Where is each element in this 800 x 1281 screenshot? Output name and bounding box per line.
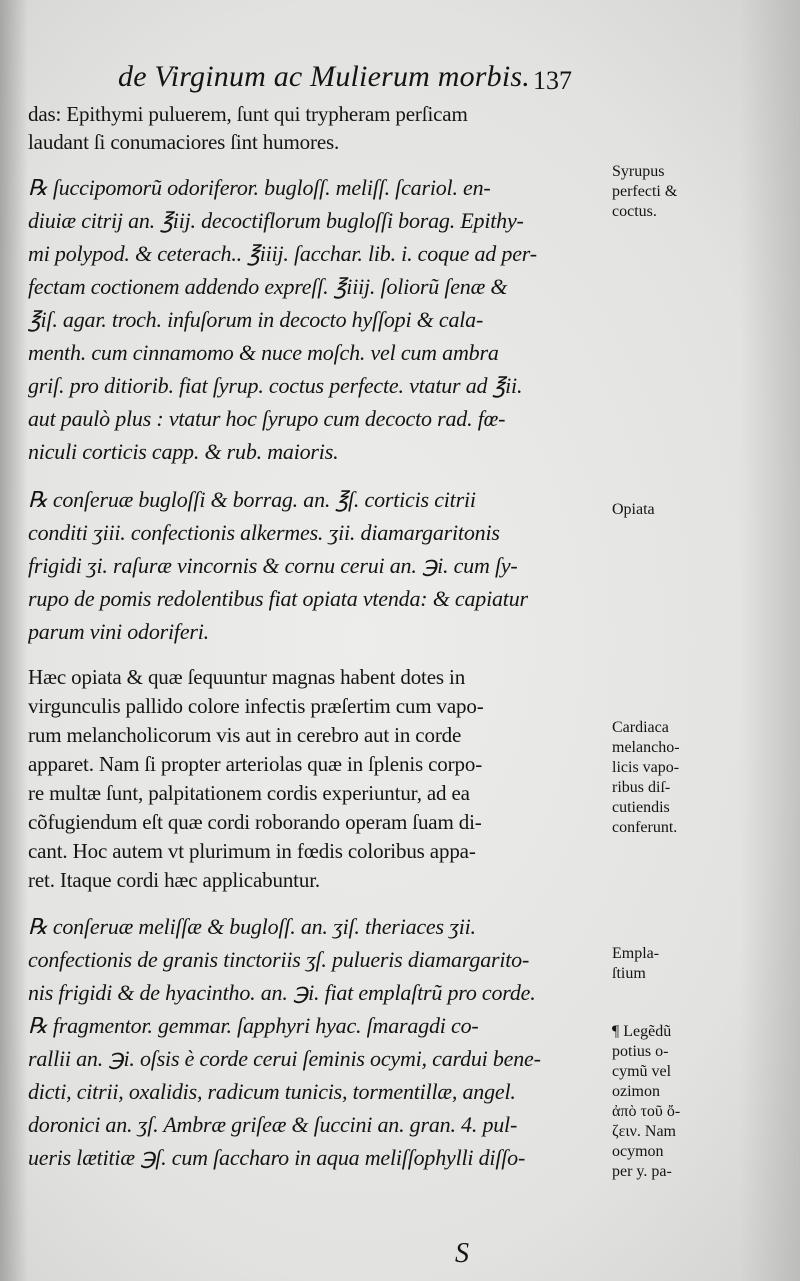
text-line: confectionis de granis tinctoriis ʒſ. pulueris diamargarito- bbox=[28, 947, 530, 972]
text-line: doronici an. ʒſ. Ambræ griſeæ & ſuccini an. gran. 4. pul- bbox=[28, 1112, 518, 1137]
margin-note-line: ribus diſ- bbox=[612, 779, 671, 796]
running-head: de Virginum ac Mulierum morbis. bbox=[118, 60, 530, 93]
paragraph bbox=[28, 483, 606, 648]
text-line: frigidi ʒi. raſuræ vincornis & cornu cerui an. ℈i. cum ſy- bbox=[28, 553, 518, 578]
margin-note-line: coctus. bbox=[612, 203, 657, 220]
text-line: ℥iſ. agar. troch. infuſorum in decocto hyſſopi & cala- bbox=[28, 307, 484, 332]
page-header bbox=[0, 60, 800, 100]
text-line: rum melancholicorum vis aut in cerebro aut in corde bbox=[28, 723, 462, 747]
text-line: ret. Itaque cordi hæc applicabuntur. bbox=[28, 868, 320, 892]
text-line: fectam coctionem addendo expreſſ. ℥iiij. ſoliorũ ſenæ & bbox=[28, 274, 508, 299]
margin-note-line: cymũ vel bbox=[612, 1063, 672, 1080]
text-line: laudant ſi conumaciores ſint humores. bbox=[28, 130, 340, 154]
text-line: apparet. Nam ſi propter arteriolas quæ in ſplenis corpo- bbox=[28, 752, 483, 776]
text-line: das: Epithymi puluerem, ſunt qui trypheram perſicam bbox=[28, 102, 468, 126]
text-line: cõfugiendum eſt quæ cordi roborando operam ſuam di- bbox=[28, 810, 482, 834]
page-number: 137 bbox=[533, 66, 572, 95]
text-line: ℞ conſeruæ meliſſæ & bugloſſ. an. ʒiſ. theriaces ʒii. bbox=[28, 914, 476, 939]
paragraph bbox=[28, 171, 606, 468]
text-line: Hæc opiata & quæ ſequuntur magnas habent dotes in bbox=[28, 665, 466, 689]
margin-note-line: perfecti & bbox=[612, 183, 678, 200]
margin-note-line: ocymon bbox=[612, 1143, 664, 1160]
paragraph bbox=[28, 910, 606, 1174]
margin-note bbox=[612, 1022, 704, 1182]
paragraph bbox=[28, 663, 606, 895]
margin-note-line: cutiendis bbox=[612, 799, 670, 816]
margin-note bbox=[612, 162, 704, 222]
margin-note-line: potius o- bbox=[612, 1043, 669, 1060]
text-line: griſ. pro ditiorib. fiat ſyrup. coctus perfecte. vtatur ad ℥ii. bbox=[28, 373, 523, 398]
margin-note bbox=[612, 500, 704, 520]
text-line: parum vini odoriferi. bbox=[28, 619, 209, 644]
margin-note-line: ſtium bbox=[612, 965, 646, 982]
text-line: nis frigidi & de hyacintho. an. ℈i. fiat emplaſtrũ pro corde. bbox=[28, 980, 536, 1005]
margin-note bbox=[612, 944, 704, 984]
text-line: ℞ fragmentor. gemmar. ſapphyri hyac. ſmaragdi co- bbox=[28, 1013, 479, 1038]
text-line: virgunculis pallido colore infectis præſertim cum vapo- bbox=[28, 694, 484, 718]
text-line: dicti, citrii, oxalidis, radicum tunicis, tormentillæ, angel. bbox=[28, 1079, 516, 1104]
text-line: mi polypod. & ceterach.. ℥iiij. ſacchar. lib. i. coque ad per- bbox=[28, 241, 537, 266]
margin-note-line: ozimon bbox=[612, 1083, 660, 1100]
margin-note-line: Empla- bbox=[612, 945, 660, 962]
text-line: menth. cum cinnamomo & nuce moſch. vel cum ambra bbox=[28, 340, 499, 365]
text-line: ueris lætitiæ ℈ſ. cum ſaccharo in aqua meliſſophylli diſſo- bbox=[28, 1145, 526, 1170]
text-line: re multæ ſunt, palpitationem cordis experiuntur, ad ea bbox=[28, 781, 470, 805]
margin-note-line: melancho- bbox=[612, 739, 680, 756]
text-line: rallii an. ℈i. oſsis è corde cerui ſeminis ocymi, cardui bene- bbox=[28, 1046, 541, 1071]
text-line: diuiæ citrij an. ℥iij. decoctiflorum bugloſſi borag. Epithy- bbox=[28, 208, 524, 233]
signature-mark: S bbox=[455, 1238, 469, 1269]
main-text bbox=[28, 100, 606, 1181]
margin-note-line: Opiata bbox=[612, 501, 655, 518]
paragraph bbox=[28, 100, 606, 156]
text-line: ℞ ſuccipomorũ odoriferor. bugloſſ. meliſſ. ſcariol. en- bbox=[28, 175, 491, 200]
text-line: cant. Hoc autem vt plurimum in fœdis coloribus appa- bbox=[28, 839, 476, 863]
text-line: conditi ʒiii. confectionis alkermes. ʒii. diamargaritonis bbox=[28, 520, 500, 545]
margin-note-line: per y. pa- bbox=[612, 1163, 672, 1180]
margin-note-line: licis vapo- bbox=[612, 759, 680, 776]
margin-note bbox=[612, 718, 704, 838]
margin-note-line: ἀπὸ τοῦ ὄ- bbox=[612, 1103, 681, 1120]
margin-note-line: conferunt. bbox=[612, 819, 678, 836]
text-line: aut paulò plus : vtatur hoc ſyrupo cum decocto rad. fœ- bbox=[28, 406, 506, 431]
edge-shadow bbox=[740, 0, 800, 1281]
margin-note-line: Syrupus bbox=[612, 163, 665, 180]
text-line: rupo de pomis redolentibus fiat opiata vtenda: & capiatur bbox=[28, 586, 528, 611]
margin-note-line: ¶ Legẽdũ bbox=[612, 1023, 672, 1040]
margin-note-line: Cardiaca bbox=[612, 719, 669, 736]
text-line: ℞ conſeruæ bugloſſi & borrag. an. ℥ſ. corticis citrii bbox=[28, 487, 476, 512]
margin-note-line: ζειν. Nam bbox=[612, 1123, 676, 1140]
gutter-shadow bbox=[0, 0, 28, 1281]
text-line: niculi corticis capp. & rub. maioris. bbox=[28, 439, 339, 464]
